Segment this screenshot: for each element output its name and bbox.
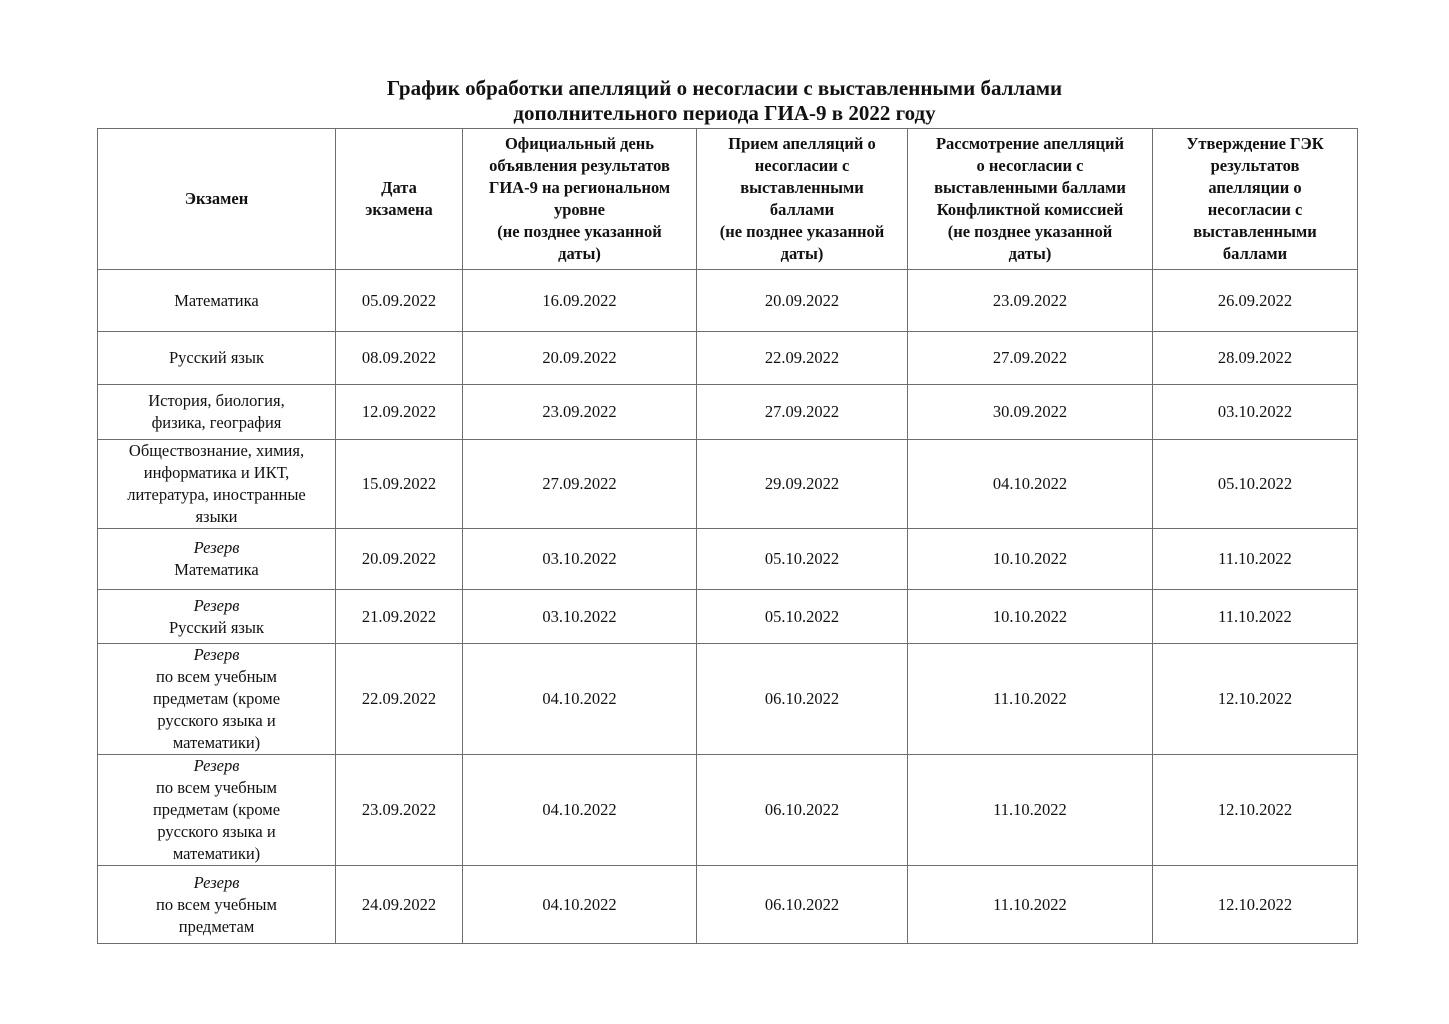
subject-text: по всем учебным предметам — [156, 894, 277, 936]
cell-exam-date: 08.09.2022 — [336, 332, 463, 385]
header-line: уровне — [553, 200, 605, 219]
header-line: (не позднее указанной — [947, 222, 1113, 241]
cell-exam — [98, 866, 336, 944]
header-line: Конфликтной комиссией — [936, 200, 1124, 219]
subject-text: Математика — [174, 290, 259, 310]
header-line: Утверждение ГЭК — [1186, 134, 1324, 153]
subject-text: Математика — [174, 560, 259, 579]
appeals-schedule-table — [97, 128, 1358, 944]
reserve-label: Резерв — [193, 872, 240, 892]
header-line: (не позднее указанной — [719, 222, 885, 241]
cell-appeal-review: 11.10.2022 — [908, 644, 1153, 755]
header-exam-date — [336, 129, 463, 270]
cell-gek-approval: 26.09.2022 — [1153, 270, 1358, 332]
cell-gek-approval: 12.10.2022 — [1153, 755, 1358, 866]
subject-text: Русский язык — [168, 617, 265, 637]
cell-gek-approval: 28.09.2022 — [1153, 332, 1358, 385]
header-row — [98, 129, 1358, 270]
subject-text: Обществознание, химия, информатика и ИКТ, литература, иностранные языки — [127, 441, 306, 526]
cell-exam-date: 24.09.2022 — [336, 866, 463, 944]
cell-appeal-review: 10.10.2022 — [908, 590, 1153, 644]
table-row — [98, 755, 1358, 866]
table-row — [98, 529, 1358, 590]
cell-exam — [98, 529, 336, 590]
header-line: несогласии с — [754, 156, 850, 175]
table-row — [98, 385, 1358, 440]
header-line: (не позднее указанной — [497, 222, 662, 241]
header-line: о несогласии с — [976, 156, 1084, 175]
table-row — [98, 866, 1358, 944]
cell-results-date: 03.10.2022 — [463, 590, 697, 644]
cell-appeal-review: 23.09.2022 — [908, 270, 1153, 332]
subject-text: по всем учебным предметам (кроме русского языка и математики) — [152, 667, 281, 752]
cell-gek-approval: 11.10.2022 — [1153, 590, 1358, 644]
cell-appeal-review: 30.09.2022 — [908, 385, 1153, 440]
cell-appeal-accept: 29.09.2022 — [697, 440, 908, 529]
cell-exam-date: 15.09.2022 — [336, 440, 463, 529]
cell-exam — [98, 440, 336, 529]
cell-results-date: 04.10.2022 — [463, 866, 697, 944]
header-line: даты) — [780, 244, 824, 263]
cell-appeal-accept: 06.10.2022 — [697, 755, 908, 866]
header-appeal-review — [908, 129, 1153, 270]
header-line: Дата — [381, 178, 417, 197]
header-line: результатов — [1210, 156, 1300, 175]
header-line: выставленными — [740, 178, 864, 197]
cell-appeal-accept: 06.10.2022 — [697, 866, 908, 944]
cell-gek-approval: 05.10.2022 — [1153, 440, 1358, 529]
cell-gek-approval: 11.10.2022 — [1153, 529, 1358, 590]
cell-exam-date: 23.09.2022 — [336, 755, 463, 866]
cell-appeal-accept: 27.09.2022 — [697, 385, 908, 440]
cell-exam — [98, 270, 336, 332]
header-line: Экзамен — [184, 189, 249, 208]
table-row — [98, 332, 1358, 385]
reserve-label: Резерв — [193, 595, 240, 615]
header-line: выставленными — [1193, 222, 1317, 241]
header-line: даты) — [558, 244, 601, 263]
header-appeal-accept — [697, 129, 908, 270]
header-line: Прием апелляций о — [728, 134, 876, 153]
title-line-2: дополнительного периода ГИА-9 в 2022 году — [513, 101, 936, 125]
cell-results-date: 03.10.2022 — [463, 529, 697, 590]
subject-text: История, биология, физика, география — [148, 391, 285, 432]
cell-appeal-review: 04.10.2022 — [908, 440, 1153, 529]
cell-gek-approval: 03.10.2022 — [1153, 385, 1358, 440]
table-row — [98, 440, 1358, 529]
cell-appeal-review: 11.10.2022 — [908, 755, 1153, 866]
table-row — [98, 590, 1358, 644]
header-gek-approval — [1153, 129, 1358, 270]
header-line: ГИА-9 на региональном — [488, 178, 671, 197]
cell-results-date: 04.10.2022 — [463, 644, 697, 755]
header-line: объявления результатов — [489, 156, 670, 175]
cell-exam — [98, 644, 336, 755]
cell-exam-date: 20.09.2022 — [336, 529, 463, 590]
cell-results-date: 16.09.2022 — [463, 270, 697, 332]
reserve-label: Резерв — [193, 538, 240, 557]
header-line: апелляции о — [1208, 178, 1302, 197]
reserve-label: Резерв — [193, 756, 240, 775]
cell-appeal-review: 27.09.2022 — [908, 332, 1153, 385]
header-exam — [98, 129, 336, 270]
table-body — [98, 270, 1358, 944]
header-line: баллами — [1222, 244, 1288, 263]
cell-results-date: 27.09.2022 — [463, 440, 697, 529]
cell-exam-date: 21.09.2022 — [336, 590, 463, 644]
cell-exam-date: 22.09.2022 — [336, 644, 463, 755]
header-line: выставленными баллами — [934, 178, 1126, 197]
cell-appeal-review: 11.10.2022 — [908, 866, 1153, 944]
cell-exam-date: 05.09.2022 — [336, 270, 463, 332]
table-row — [98, 270, 1358, 332]
cell-gek-approval: 12.10.2022 — [1153, 644, 1358, 755]
cell-exam — [98, 385, 336, 440]
cell-exam — [98, 590, 336, 644]
cell-results-date: 20.09.2022 — [463, 332, 697, 385]
table-row — [98, 644, 1358, 755]
document-title — [0, 76, 1449, 126]
cell-gek-approval: 12.10.2022 — [1153, 866, 1358, 944]
cell-results-date: 23.09.2022 — [463, 385, 697, 440]
header-line: Рассмотрение апелляций — [935, 134, 1125, 153]
cell-exam — [98, 332, 336, 385]
title-line-1: График обработки апелляций о несогласии с выставленными баллами — [386, 76, 1063, 100]
subject-text: по всем учебным предметам (кроме русского языка и математики) — [152, 778, 281, 863]
cell-exam-date: 12.09.2022 — [336, 385, 463, 440]
header-line: экзамена — [365, 200, 433, 219]
cell-appeal-accept: 05.10.2022 — [697, 590, 908, 644]
header-line: Официальный день — [504, 134, 655, 153]
reserve-label: Резерв — [193, 645, 240, 664]
cell-appeal-accept: 22.09.2022 — [697, 332, 908, 385]
header-results-date — [463, 129, 697, 270]
header-line: баллами — [769, 200, 835, 219]
cell-appeal-review: 10.10.2022 — [908, 529, 1153, 590]
cell-appeal-accept: 05.10.2022 — [697, 529, 908, 590]
cell-results-date: 04.10.2022 — [463, 755, 697, 866]
cell-appeal-accept: 20.09.2022 — [697, 270, 908, 332]
subject-text: Русский язык — [168, 348, 265, 367]
header-line: несогласии с — [1207, 200, 1303, 219]
header-line: даты) — [1008, 244, 1052, 263]
cell-appeal-accept: 06.10.2022 — [697, 644, 908, 755]
cell-exam — [98, 755, 336, 866]
